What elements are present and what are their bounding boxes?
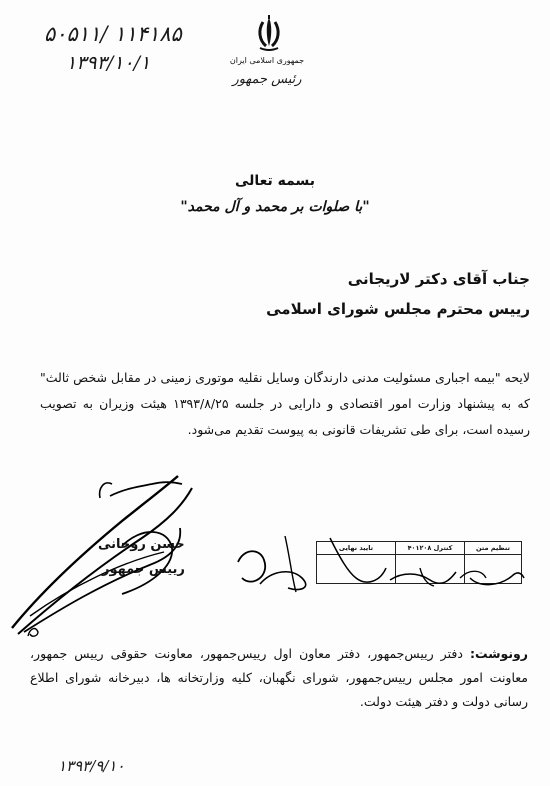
salawat-line: "با صلوات بر محمد و آل محمد" bbox=[180, 199, 370, 215]
cc-label: رونوشت: bbox=[469, 646, 528, 661]
office-name: رئیس جمهور bbox=[232, 72, 302, 87]
addressee-title: رییس محترم مجلس شورای اسلامی bbox=[266, 300, 530, 318]
signature-scribble bbox=[2, 466, 232, 638]
greeting: بسمه تعالی bbox=[234, 173, 316, 189]
tracking-header-cell: تایید نهایی bbox=[317, 542, 396, 555]
cc-block bbox=[30, 642, 528, 714]
addressee-name: جناب آقای دکتر لاریجانی bbox=[347, 270, 530, 288]
signer-name: حسن روحانی bbox=[98, 537, 185, 552]
letter-body: لایحه "بیمه اجباری مسئولیت مدنی دارندگان وسایل نقلیه موتوری زمینی در مقابل شخص ثالث" که به پیشنهاد وزارت امور اقتصادی و دارایی در جلسه ۱۳۹۳/۸/۲۵ هیئت وزیران به تصویب رسیده است، برای طی تشریفات قانونی به پیوست تقدیم می‌شود. bbox=[40, 370, 530, 437]
cc-text: دفتر رییس‌جمهور، دفتر معاون اول رییس‌جمهور، معاونت حقوقی رییس جمهور، معاونت امور مجلس رییس‌جمهور، شورای نگهبان، کلیه وزارتخانه ها، دبیرخانه شورای اطلاع رسانی دولت و دفتر هیئت دولت. bbox=[30, 646, 528, 709]
tracking-header-cell: کنترل ۴۰۱۲۰۸ bbox=[396, 542, 465, 555]
tracking-header-cell: تنظیم متن bbox=[465, 542, 522, 555]
initials-scribble bbox=[230, 528, 530, 598]
organization-name: جمهوری اسلامی ایران bbox=[229, 56, 305, 65]
letter-date: ۱۳۹۳/۱۰/۱ bbox=[66, 52, 151, 74]
iran-emblem-icon bbox=[254, 14, 284, 54]
letter-number: ۵۰۵۱۱/ ۱۱۴۱۸۵ bbox=[44, 22, 182, 46]
signer-title: رییس جمهور bbox=[102, 562, 185, 577]
footer-date: ۱۳۹۳/۹/۱۰ bbox=[58, 757, 125, 775]
margin-mark-icon bbox=[26, 622, 40, 640]
